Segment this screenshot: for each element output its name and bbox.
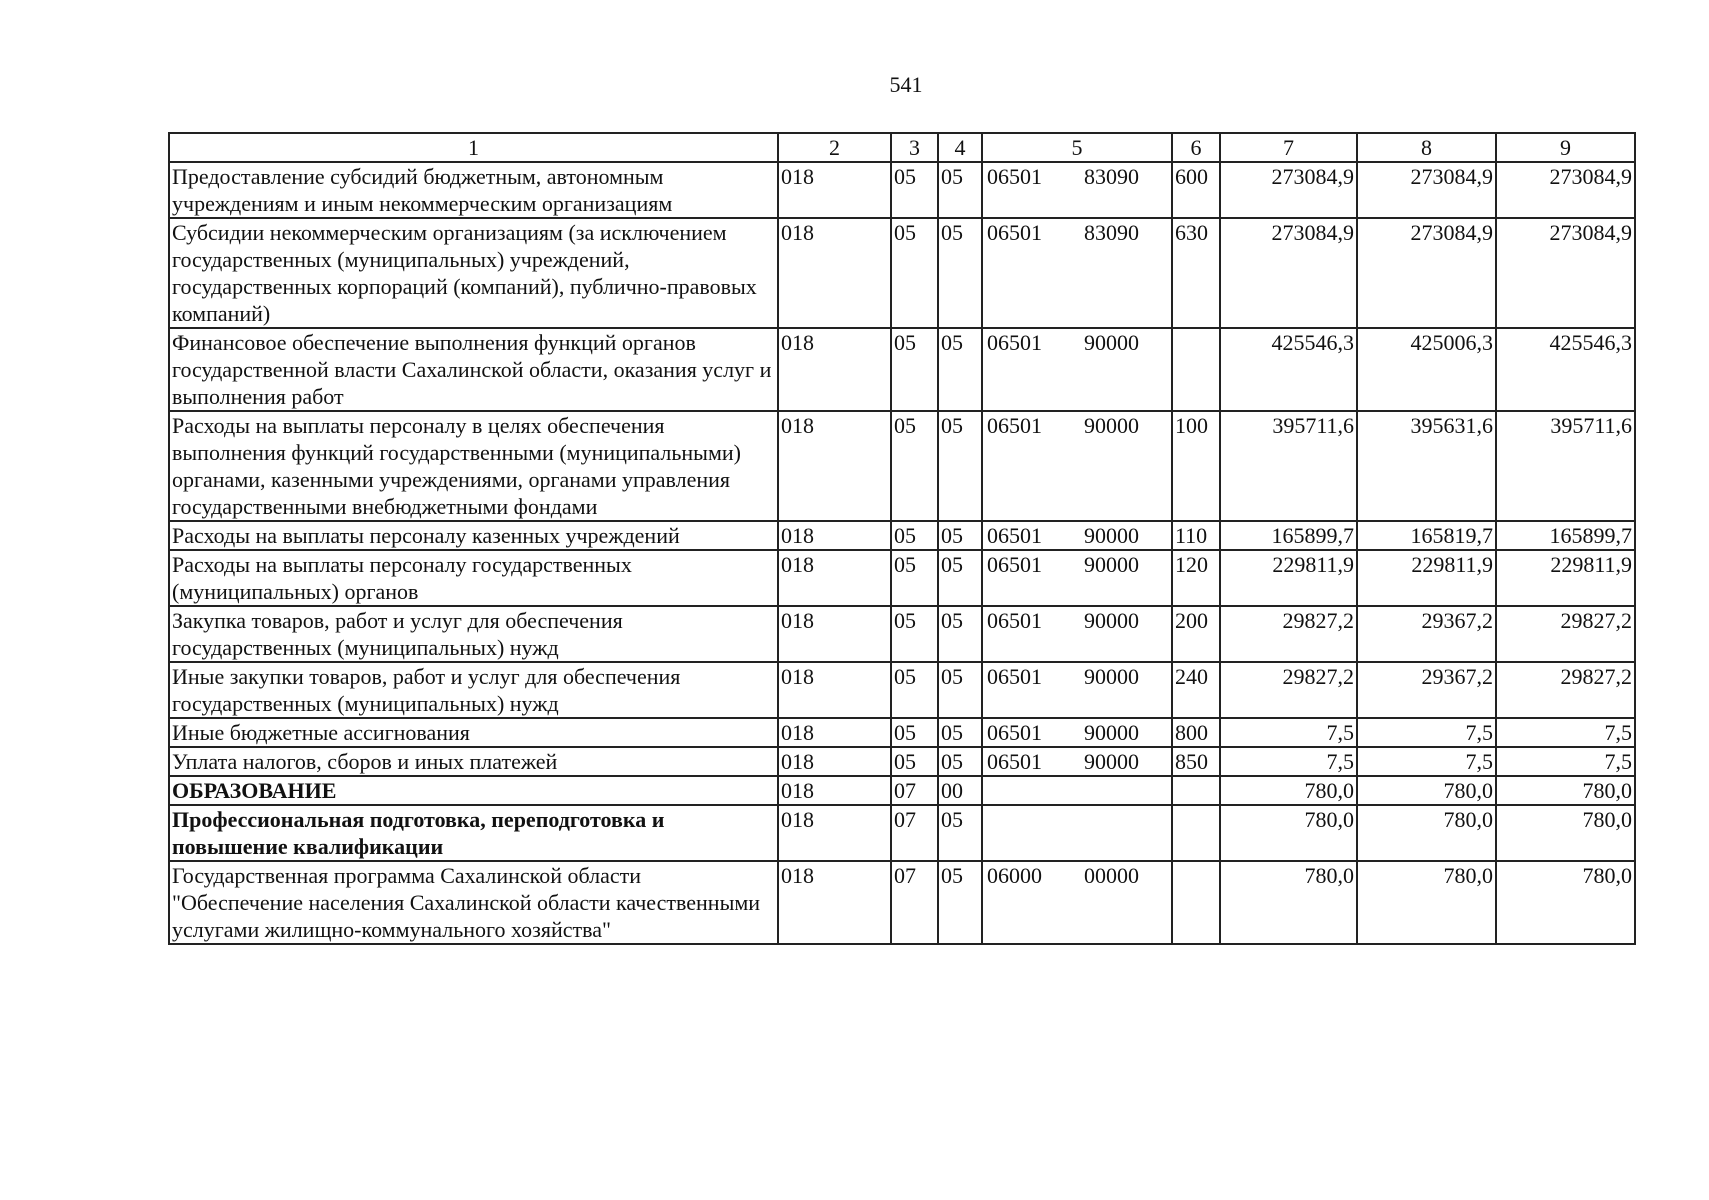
column-number: 4	[938, 133, 982, 162]
table-row	[169, 521, 1635, 550]
column-number: 3	[891, 133, 938, 162]
amount-col9-cell: 7,5	[1496, 747, 1635, 776]
admin-code-cell: 018	[778, 328, 891, 411]
program-code: 06000	[987, 863, 1042, 888]
direction-code: 90000	[1084, 552, 1139, 577]
amount-col9-cell: 273084,9	[1496, 218, 1635, 328]
section-code-cell: 05	[891, 411, 938, 521]
row-name-cell: Субсидии некоммерческим организациям (за исключением государственных (муниципальных) учреждений, государственных корпораций (компаний), публично-правовых компаний)	[169, 218, 778, 328]
program-code: 06501	[987, 608, 1042, 633]
program-code: 06501	[987, 523, 1042, 548]
amount-col8-cell: 7,5	[1357, 718, 1496, 747]
table-row	[169, 718, 1635, 747]
direction-code: 90000	[1084, 720, 1139, 745]
row-name-cell: ОБРАЗОВАНИЕ	[169, 776, 778, 805]
row-name-cell: Иные бюджетные ассигнования	[169, 718, 778, 747]
table-row	[169, 606, 1635, 662]
amount-col8-cell: 229811,9	[1357, 550, 1496, 606]
amount-col8-cell: 780,0	[1357, 861, 1496, 944]
target-code-cell	[982, 411, 1172, 521]
section-code-cell: 05	[891, 521, 938, 550]
column-number-row	[169, 133, 1635, 162]
subsection-code-cell: 05	[938, 521, 982, 550]
target-code-cell	[982, 162, 1172, 218]
amount-col8-cell: 273084,9	[1357, 218, 1496, 328]
column-number: 9	[1496, 133, 1635, 162]
direction-code: 90000	[1084, 608, 1139, 633]
row-name-cell: Иные закупки товаров, работ и услуг для обеспечения государственных (муниципальных) нужд	[169, 662, 778, 718]
row-name-cell: Закупка товаров, работ и услуг для обеспечения государственных (муниципальных) нужд	[169, 606, 778, 662]
amount-col9-cell: 780,0	[1496, 805, 1635, 861]
amount-col8-cell: 165819,7	[1357, 521, 1496, 550]
amount-col9-cell: 29827,2	[1496, 662, 1635, 718]
table-row	[169, 747, 1635, 776]
amount-col9-cell: 395711,6	[1496, 411, 1635, 521]
section-code-cell: 05	[891, 162, 938, 218]
column-number: 5	[982, 133, 1172, 162]
admin-code-cell: 018	[778, 861, 891, 944]
row-name-cell: Расходы на выплаты персоналу казенных учреждений	[169, 521, 778, 550]
amount-col7-cell: 425546,3	[1220, 328, 1357, 411]
amount-col8-cell: 29367,2	[1357, 662, 1496, 718]
expense-type-cell: 100	[1172, 411, 1220, 521]
target-code-cell	[982, 218, 1172, 328]
row-name-cell: Предоставление субсидий бюджетным, автономным учреждениям и иным некоммерческим организациям	[169, 162, 778, 218]
target-code-cell	[982, 550, 1172, 606]
table-row	[169, 162, 1635, 218]
subsection-code-cell: 05	[938, 162, 982, 218]
section-code-cell: 05	[891, 718, 938, 747]
amount-col9-cell: 273084,9	[1496, 162, 1635, 218]
target-code-cell	[982, 521, 1172, 550]
admin-code-cell: 018	[778, 550, 891, 606]
amount-col7-cell: 780,0	[1220, 805, 1357, 861]
table-row	[169, 550, 1635, 606]
amount-col7-cell: 273084,9	[1220, 162, 1357, 218]
table-row	[169, 776, 1635, 805]
direction-code: 90000	[1084, 330, 1139, 355]
admin-code-cell: 018	[778, 606, 891, 662]
section-code-cell: 05	[891, 550, 938, 606]
table-row	[169, 662, 1635, 718]
amount-col7-cell: 29827,2	[1220, 606, 1357, 662]
expense-type-cell: 800	[1172, 718, 1220, 747]
amount-col8-cell: 780,0	[1357, 805, 1496, 861]
direction-code: 00000	[1084, 863, 1139, 888]
table-row	[169, 805, 1635, 861]
program-code: 06501	[987, 552, 1042, 577]
admin-code-cell: 018	[778, 747, 891, 776]
amount-col9-cell: 780,0	[1496, 776, 1635, 805]
amount-col7-cell: 7,5	[1220, 718, 1357, 747]
direction-code: 90000	[1084, 413, 1139, 438]
direction-code: 90000	[1084, 749, 1139, 774]
admin-code-cell: 018	[778, 162, 891, 218]
direction-code: 83090	[1084, 220, 1139, 245]
amount-col8-cell: 29367,2	[1357, 606, 1496, 662]
admin-code-cell: 018	[778, 662, 891, 718]
amount-col7-cell: 395711,6	[1220, 411, 1357, 521]
admin-code-cell: 018	[778, 521, 891, 550]
table-row	[169, 218, 1635, 328]
column-number: 7	[1220, 133, 1357, 162]
section-code-cell: 05	[891, 747, 938, 776]
amount-col7-cell: 7,5	[1220, 747, 1357, 776]
expense-type-cell	[1172, 328, 1220, 411]
amount-col8-cell: 273084,9	[1357, 162, 1496, 218]
direction-code: 83090	[1084, 164, 1139, 189]
program-code: 06501	[987, 164, 1042, 189]
subsection-code-cell: 05	[938, 550, 982, 606]
amount-col9-cell: 425546,3	[1496, 328, 1635, 411]
section-code-cell: 07	[891, 861, 938, 944]
expense-type-cell	[1172, 805, 1220, 861]
target-code-cell	[982, 718, 1172, 747]
section-code-cell: 07	[891, 776, 938, 805]
amount-col9-cell: 780,0	[1496, 861, 1635, 944]
amount-col7-cell: 780,0	[1220, 861, 1357, 944]
column-number: 1	[169, 133, 778, 162]
subsection-code-cell: 05	[938, 606, 982, 662]
target-code-cell	[982, 328, 1172, 411]
target-code-cell	[982, 861, 1172, 944]
subsection-code-cell: 05	[938, 805, 982, 861]
row-name-cell: Профессиональная подготовка, переподготовка и повышение квалификации	[169, 805, 778, 861]
expense-type-cell: 600	[1172, 162, 1220, 218]
amount-col7-cell: 229811,9	[1220, 550, 1357, 606]
amount-col9-cell: 165899,7	[1496, 521, 1635, 550]
column-number: 8	[1357, 133, 1496, 162]
row-name-cell: Государственная программа Сахалинской области "Обеспечение населения Сахалинской области качественными услугами жилищно-коммунального хозяйства"	[169, 861, 778, 944]
program-code: 06501	[987, 749, 1042, 774]
expense-type-cell: 630	[1172, 218, 1220, 328]
expense-type-cell: 200	[1172, 606, 1220, 662]
row-name-cell: Финансовое обеспечение выполнения функций органов государственной власти Сахалинской области, оказания услуг и выполнения работ	[169, 328, 778, 411]
target-code-cell	[982, 662, 1172, 718]
section-code-cell: 05	[891, 662, 938, 718]
page-number: 541	[889, 72, 923, 97]
program-code: 06501	[987, 220, 1042, 245]
section-code-cell: 05	[891, 328, 938, 411]
expense-type-cell: 110	[1172, 521, 1220, 550]
amount-col8-cell: 7,5	[1357, 747, 1496, 776]
amount-col7-cell: 165899,7	[1220, 521, 1357, 550]
target-code-cell	[982, 776, 1172, 805]
table-row	[169, 861, 1635, 944]
subsection-code-cell: 05	[938, 328, 982, 411]
amount-col7-cell: 780,0	[1220, 776, 1357, 805]
admin-code-cell: 018	[778, 805, 891, 861]
row-name-cell: Расходы на выплаты персоналу в целях обеспечения выполнения функций государственными (муниципальными) органами, казенными учреждениями, органами управления государственными внебюджетными фондами	[169, 411, 778, 521]
program-code: 06501	[987, 413, 1042, 438]
admin-code-cell: 018	[778, 718, 891, 747]
row-name-cell: Расходы на выплаты персоналу государственных (муниципальных) органов	[169, 550, 778, 606]
amount-col7-cell: 29827,2	[1220, 662, 1357, 718]
direction-code: 90000	[1084, 523, 1139, 548]
section-code-cell: 05	[891, 606, 938, 662]
section-code-cell: 05	[891, 218, 938, 328]
amount-col8-cell: 780,0	[1357, 776, 1496, 805]
target-code-cell	[982, 606, 1172, 662]
expense-type-cell: 850	[1172, 747, 1220, 776]
amount-col8-cell: 395631,6	[1357, 411, 1496, 521]
amount-col9-cell: 7,5	[1496, 718, 1635, 747]
expense-type-cell: 120	[1172, 550, 1220, 606]
direction-code: 90000	[1084, 664, 1139, 689]
admin-code-cell: 018	[778, 776, 891, 805]
amount-col8-cell: 425006,3	[1357, 328, 1496, 411]
expense-type-cell: 240	[1172, 662, 1220, 718]
target-code-cell	[982, 805, 1172, 861]
section-code-cell: 07	[891, 805, 938, 861]
admin-code-cell: 018	[778, 218, 891, 328]
column-number: 2	[778, 133, 891, 162]
column-number: 6	[1172, 133, 1220, 162]
row-name-cell: Уплата налогов, сборов и иных платежей	[169, 747, 778, 776]
subsection-code-cell: 05	[938, 411, 982, 521]
program-code: 06501	[987, 330, 1042, 355]
expense-type-cell	[1172, 776, 1220, 805]
subsection-code-cell: 05	[938, 218, 982, 328]
table-row	[169, 328, 1635, 411]
target-code-cell	[982, 747, 1172, 776]
amount-col7-cell: 273084,9	[1220, 218, 1357, 328]
amount-col9-cell: 29827,2	[1496, 606, 1635, 662]
amount-col9-cell: 229811,9	[1496, 550, 1635, 606]
subsection-code-cell: 05	[938, 718, 982, 747]
subsection-code-cell: 05	[938, 747, 982, 776]
subsection-code-cell: 00	[938, 776, 982, 805]
subsection-code-cell: 05	[938, 662, 982, 718]
admin-code-cell: 018	[778, 411, 891, 521]
program-code: 06501	[987, 664, 1042, 689]
budget-table	[168, 132, 1636, 945]
subsection-code-cell: 05	[938, 861, 982, 944]
expense-type-cell	[1172, 861, 1220, 944]
program-code: 06501	[987, 720, 1042, 745]
table-row	[169, 411, 1635, 521]
